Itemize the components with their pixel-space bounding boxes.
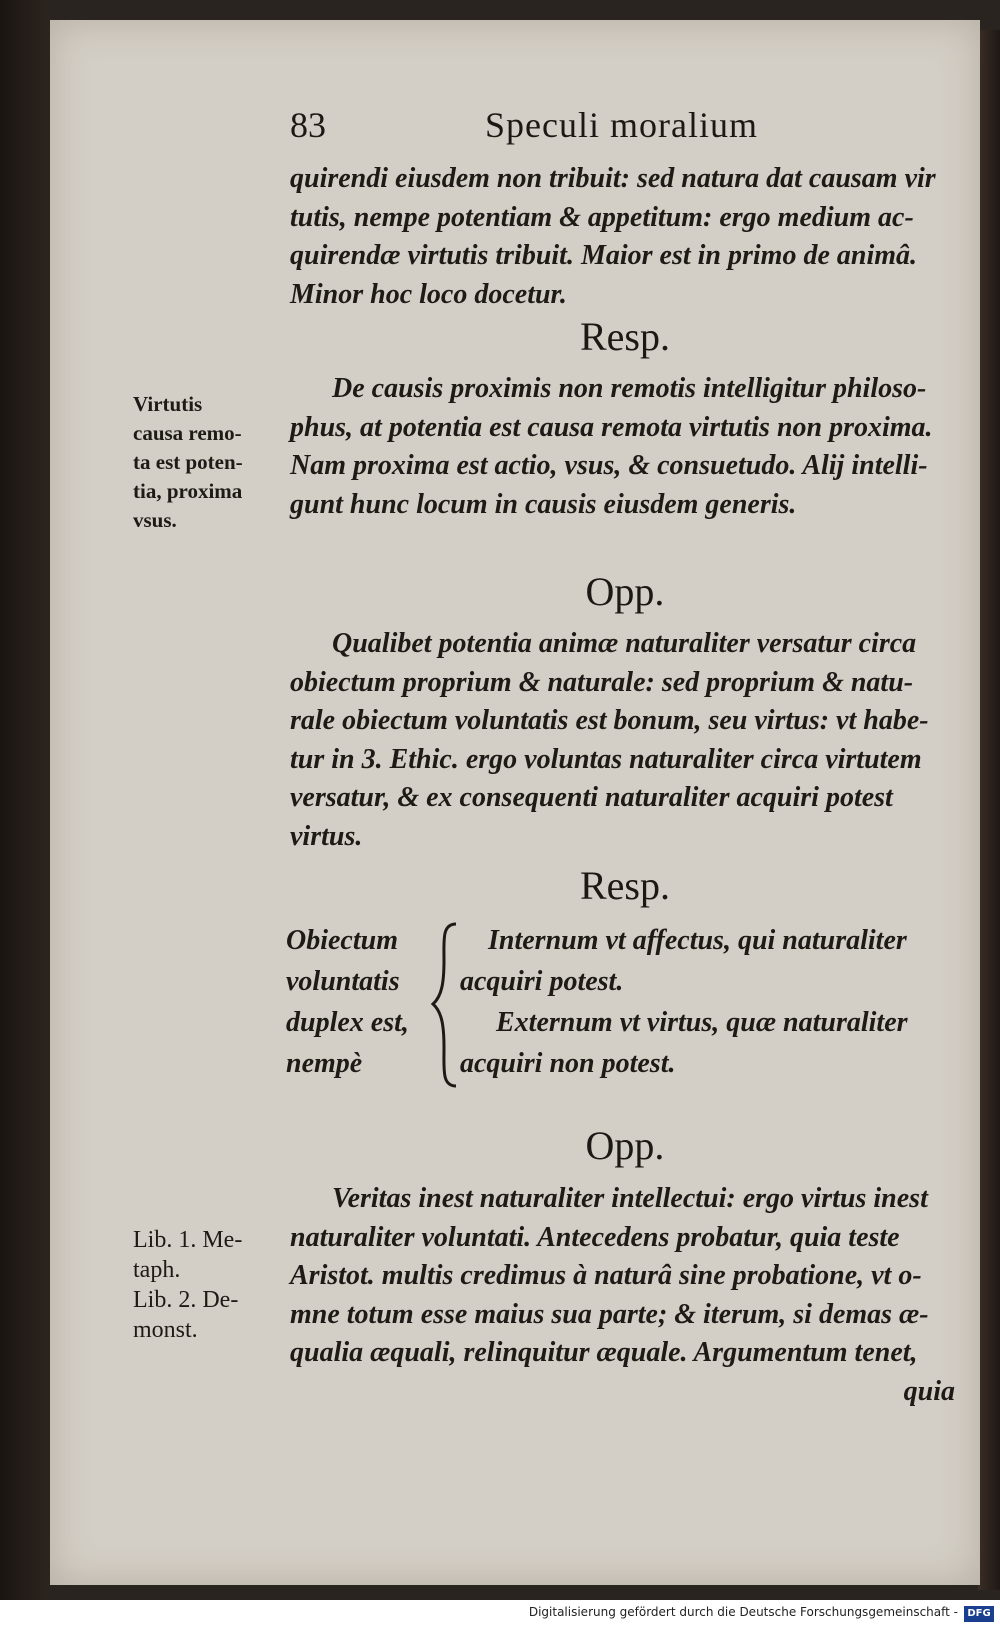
margin-line: Lib. 1. Me- [133,1227,243,1253]
intro-paragraph [290,160,960,314]
margin-note-references [133,1225,278,1345]
page-header [290,100,930,150]
running-head: Speculi moralium [485,105,758,145]
text-line: De causis proximis non remotis intelligitur philoso- [332,373,927,404]
margin-line: monst. [133,1317,198,1343]
text-line: versatur, & ex consequenti naturaliter acquiri potest [290,782,893,813]
text-line: nempè [286,1048,363,1079]
page-number: 83 [290,105,326,145]
margin-line: tia, proxima [133,479,243,503]
text-line: Externum vt virtus, quæ naturaliter [496,1007,908,1038]
text-line: obiectum proprium & naturale: sed proprium & natu- [290,666,914,698]
text-line: rale obiectum voluntatis est bonum, seu virtus: vt habe- [290,705,929,736]
text-line: Aristot. multis credimus à naturâ sine probatione, vt o- [290,1260,922,1291]
margin-line: vsus. [133,508,177,532]
section4-paragraph [290,1180,955,1411]
text-line: acquiri potest. [460,966,624,997]
text-line: Veritas inest naturaliter intellectui: ergo virtus inest [332,1183,928,1214]
text-line: virtus. [290,820,363,852]
book-edge-left [0,0,50,1600]
section2-paragraph [290,625,960,856]
text-line: duplex est, [286,1007,409,1038]
dfg-logo: DFG [964,1606,994,1622]
text-line: phus, at potentia est causa remota virtutis non proxima. [290,411,933,443]
resp-right-branches [460,920,960,1084]
margin-line: causa remo- [133,421,242,445]
text-line: naturaliter voluntati. Antecedens probatur, quia teste [290,1221,900,1253]
text-line: qualia æquali, relinquitur æquale. Argumentum tenet, [290,1337,918,1368]
catchword: quia [903,1375,955,1407]
text-line: tutis, nempe potentiam & appetitum: ergo medium ac- [290,201,914,233]
text-line: voluntatis [286,966,400,997]
footer-credit: Digitalisierung gefördert durch die Deutsche Forschungsgemeinschaft - [528,1605,958,1619]
margin-line: Lib. 2. De- [133,1287,239,1313]
text-line: Minor hoc loco docetur. [290,278,567,310]
book-edge-right [978,30,1000,1590]
curly-brace-icon [430,920,460,1090]
resp-left-label [286,920,436,1084]
margin-note-virtutis [133,390,278,535]
text-line: Internum vt affectus, qui naturaliter [488,925,907,956]
footer-bar [0,1600,1000,1631]
text-line: Obiectum [286,925,398,956]
text-line: Nam proxima est actio, vsus, & consuetudo. Alij intelli- [290,450,928,481]
section1-paragraph [290,370,960,524]
text-line: tur in 3. Ethic. ergo voluntas naturaliter circa virtutem [290,743,922,775]
margin-line: ta est poten- [133,450,243,474]
margin-line: Virtutis [133,392,203,416]
text-line: gunt hunc locum in causis eiusdem generis. [290,488,797,520]
text-line: Qualibet potentia animæ naturaliter versatur circa [332,628,917,659]
text-line: quirendæ virtutis tribuit. Maior est in primo de animâ. [290,240,918,271]
text-line: acquiri non potest. [460,1048,676,1079]
section-heading-opp-1: Opp. [585,569,665,614]
text-line: quirendi eiusdem non tribuit: sed natura dat causam vir [290,163,936,194]
section-heading-resp-1: Resp. [580,314,670,359]
text-line: mne totum esse maius sua parte; & iterum, si demas æ- [290,1298,929,1330]
margin-line: taph. [133,1257,181,1283]
section-heading-opp-2: Opp. [585,1123,665,1168]
section-heading-resp-2: Resp. [580,863,670,908]
